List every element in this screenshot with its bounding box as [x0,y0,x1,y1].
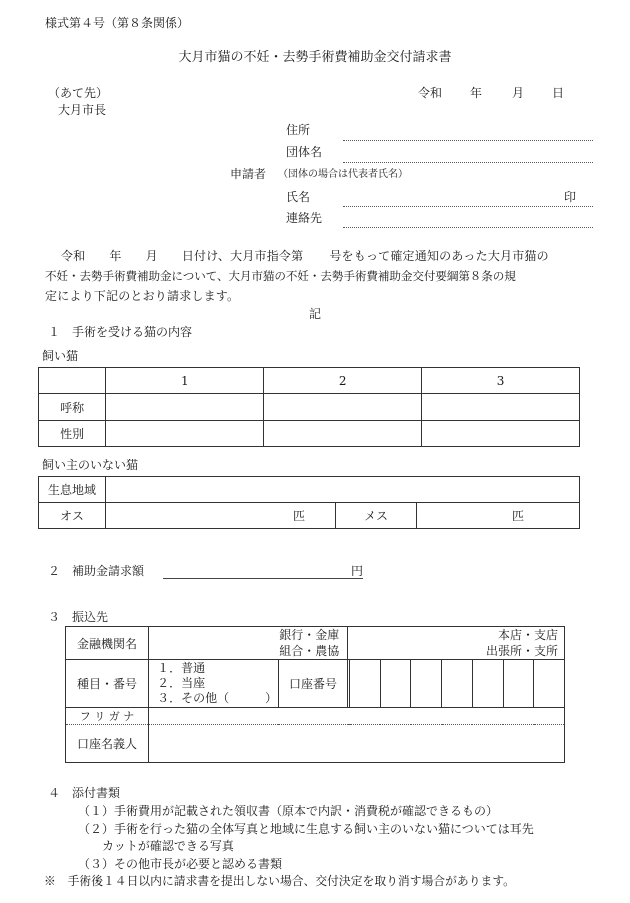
male-unit: 匹 [292,509,305,523]
paragraph-line-2: 不妊・去勢手術費補助金について、大月市猫の不妊・去勢手術費補助金交付要綱第８条の規 [45,269,516,283]
date-month: 月 [512,86,525,100]
amount-field[interactable] [163,578,363,579]
owned-cat-row-sex: 性別 [39,421,106,447]
bank-table [65,626,565,763]
attachment-item-2: （２）手術を行った猫の全体写真と地域に生息する飼い主のいない猫については耳先 [78,822,534,836]
address-label: 住所 [286,123,311,137]
owned-cat-col-2: 2 [264,368,422,394]
sex-cell-1[interactable] [106,421,264,447]
account-digit-2[interactable] [380,660,411,708]
sex-cell-2[interactable] [264,421,422,447]
type-label: 種目・番号 [66,660,149,708]
request-paragraph [45,246,595,306]
sex-cell-3[interactable] [422,421,580,447]
ki-heading: 記 [308,307,321,321]
amount-unit: 円 [351,564,364,578]
contact-field[interactable] [343,227,593,228]
branch-types-1: 本店・支店 [497,628,558,642]
institution-label: 金融機関名 [66,627,149,660]
habitat-field[interactable] [106,477,580,503]
group-field[interactable] [343,162,593,163]
branch-field[interactable] [348,627,565,660]
address-field[interactable] [343,140,593,141]
section4-title: ４ 添付書類 [48,786,121,800]
owned-cat-col-1: 1 [106,368,264,394]
paragraph-line-1: 令和 年 月 日付け、大月市指令第 号をもって確定通知のあった大月市猫の [61,249,549,263]
owned-cat-table [38,367,580,447]
stray-cat-table [38,476,580,529]
institution-field[interactable] [149,627,348,660]
institution-types-1: 銀行・金庫 [279,628,340,642]
attachment-item-1: （１）手術費用が記載された領収書（原本で内訳・消費税が確認できるもの） [78,804,499,818]
male-count-field[interactable] [106,503,336,529]
addressee-name: 大月市長 [58,103,107,117]
stray-cat-label: 飼い主のいない猫 [42,458,139,472]
institution-types-2: 組合・農協 [279,644,340,658]
account-digit-4[interactable] [442,660,473,708]
paragraph-line-3: 定により下記のとおり請求します。 [45,289,240,303]
date-day: 日 [552,86,565,100]
owned-cat-label: 飼い猫 [42,349,79,363]
account-number-label: 口座番号 [278,660,347,708]
group-label: 団体名 [286,145,323,159]
female-label: メス [336,503,417,529]
type-option-ordinary[interactable]: １．普通 [157,661,206,675]
type-option-other[interactable]: ３．その他（ ） [157,691,278,705]
nickname-cell-1[interactable] [106,394,264,421]
owned-cat-corner [39,368,106,394]
type-options [149,660,279,708]
branch-types-2: 出張所・支所 [485,644,558,658]
account-digit-1[interactable] [350,660,381,708]
account-digit-3[interactable] [411,660,442,708]
account-digit-6[interactable] [503,660,534,708]
holder-label: 口座名義人 [66,725,149,763]
section2-title: ２ 補助金請求額 [48,564,145,578]
owned-cat-col-3: 3 [422,368,580,394]
section3-title: ３ 振込先 [48,610,109,624]
form-id: 様式第４号（第８条関係） [45,16,190,30]
holder-field[interactable] [149,725,565,763]
section1-title: １ 手術を受ける猫の内容 [48,325,193,339]
habitat-label: 生息地域 [39,477,106,503]
date-era: 令和 [418,86,443,100]
contact-label: 連絡先 [286,211,323,225]
name-field[interactable] [343,206,593,207]
account-digit-7[interactable] [534,660,565,708]
group-note: （団体の場合は代表者氏名） [278,169,408,180]
owned-cat-row-nickname: 呼称 [39,394,106,421]
nickname-cell-3[interactable] [422,394,580,421]
account-digit-5[interactable] [472,660,503,708]
nickname-cell-2[interactable] [264,394,422,421]
male-label: オス [39,503,106,529]
page-title: 大月市猫の不妊・去勢手術費補助金交付請求書 [178,50,452,65]
attachment-item-3: （３）その他市長が必要と認める書類 [78,857,283,871]
furigana-field[interactable] [149,708,565,725]
attachment-item-2-cont: カットが確認できる写真 [102,839,234,853]
female-count-field[interactable] [417,503,580,529]
furigana-label: フ リ ガ ナ [66,708,149,725]
applicant-label: 申請者 [230,167,267,181]
female-unit: 匹 [511,509,524,523]
deadline-note: ※ 手術後１４日以内に請求書を提出しない場合、交付決定を取り消す場合があります。 [44,874,515,888]
type-option-current[interactable]: ２．当座 [157,676,206,690]
date-year: 年 [470,86,483,100]
seal-mark: 印 [564,190,577,204]
name-label: 氏名 [286,190,311,204]
addressee-label: （あて先） [48,86,109,100]
